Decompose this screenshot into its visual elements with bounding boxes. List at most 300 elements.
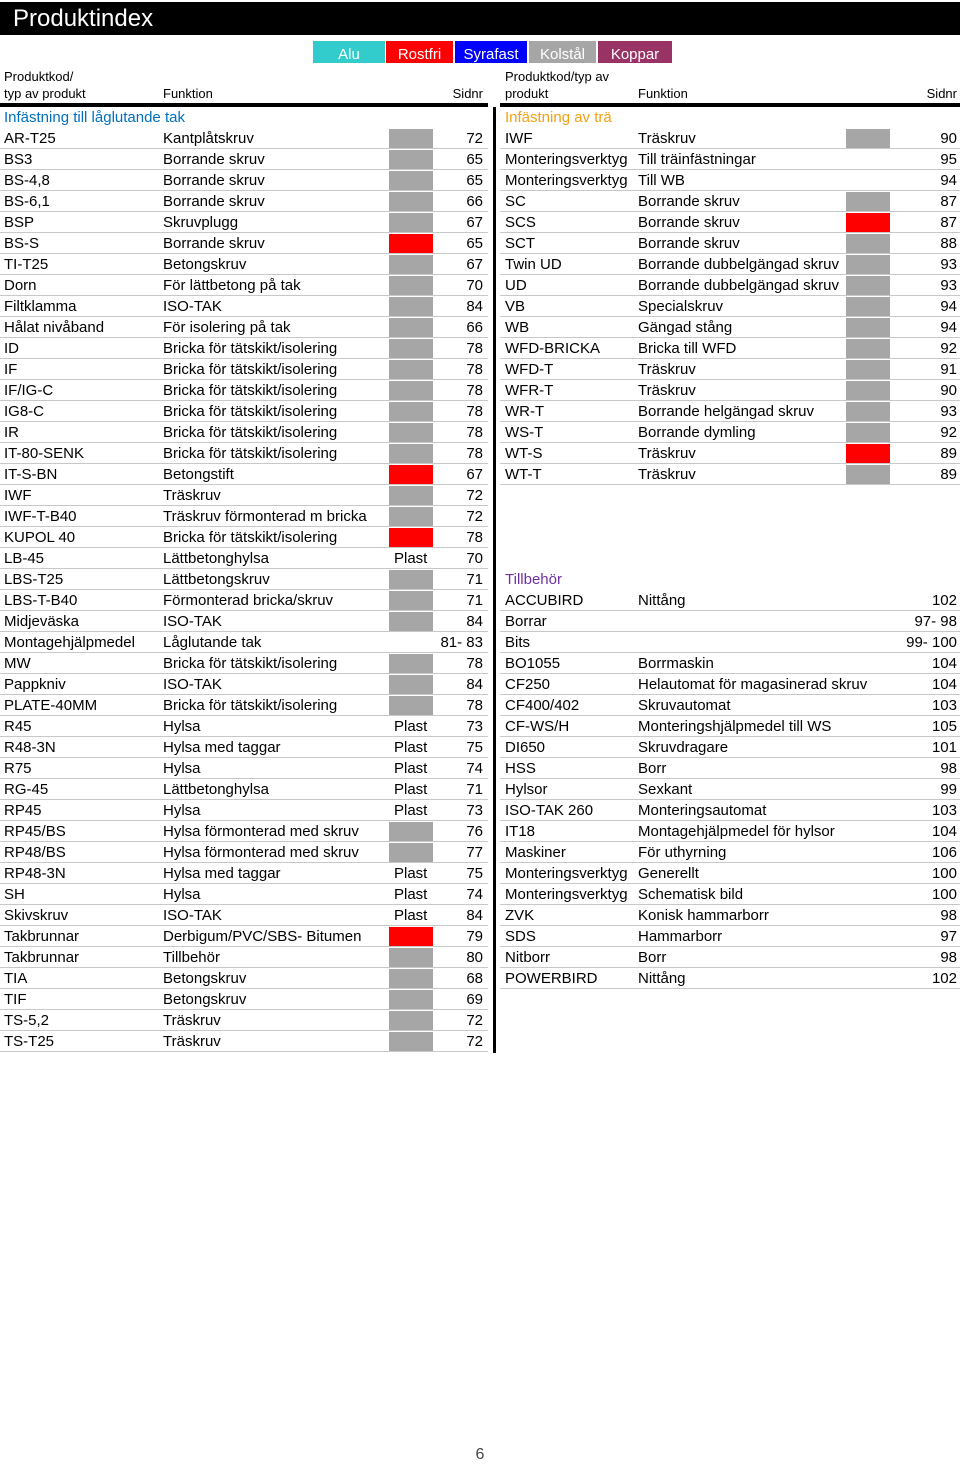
product-function: Borrande skruv — [163, 172, 265, 189]
table-row — [0, 800, 488, 821]
material-label: Plast — [394, 907, 428, 924]
product-function: Lättbetonghylsa — [163, 781, 269, 798]
product-function: Hylsa förmonterad med skruv — [163, 844, 359, 861]
material-swatch — [846, 276, 890, 295]
product-function: ISO-TAK — [163, 907, 222, 924]
product-function: Borrande skruv — [163, 193, 265, 210]
table-row — [0, 590, 488, 611]
product-code: DI650 — [505, 739, 546, 756]
table-row — [500, 968, 960, 989]
table-row — [0, 947, 488, 968]
page-ref: 72 — [466, 1012, 483, 1029]
product-function: Schematisk bild — [638, 886, 744, 903]
product-code: RP48-3N — [4, 865, 66, 882]
product-function: För lättbetong på tak — [163, 277, 301, 294]
page-ref: 70 — [466, 550, 483, 567]
material-swatch — [389, 423, 433, 442]
table-row — [0, 989, 488, 1010]
table-row — [500, 191, 960, 212]
page-ref: 84 — [466, 907, 483, 924]
page-ref: 65 — [466, 235, 483, 252]
page-ref: 92 — [940, 340, 957, 357]
product-code: IWF — [505, 130, 533, 147]
product-function: Träskruv — [638, 466, 696, 483]
page-ref: 70 — [466, 277, 483, 294]
product-function: Hylsa — [163, 802, 201, 819]
product-code: IT-S-BN — [4, 466, 58, 483]
page-ref: 71 — [466, 592, 483, 609]
table-row — [0, 758, 488, 779]
material-swatch — [389, 276, 433, 295]
material-swatch — [389, 843, 433, 862]
product-function: Betongskruv — [163, 970, 247, 987]
product-function: Låglutande tak — [163, 634, 262, 651]
table-row — [0, 716, 488, 737]
product-code: Dorn — [4, 277, 37, 294]
right-header-function: Funktion — [638, 86, 688, 101]
page-ref: 67 — [466, 466, 483, 483]
product-code: Nitborr — [505, 949, 551, 966]
table-row — [0, 422, 488, 443]
product-code: Montagehjälpmedel — [4, 634, 135, 651]
material-swatch — [389, 402, 433, 421]
material-label: Plast — [394, 550, 428, 567]
material-swatch — [846, 381, 890, 400]
page-ref: 101 — [931, 739, 957, 756]
product-code: Takbrunnar — [4, 928, 80, 945]
material-swatch — [846, 297, 890, 316]
product-function: Bricka för tätskikt/isolering — [163, 424, 338, 441]
table-row — [0, 1010, 488, 1031]
product-code: TI-T25 — [4, 256, 49, 273]
product-function: Träskruv — [638, 361, 696, 378]
page-ref: 78 — [466, 445, 483, 462]
page-ref: 66 — [466, 193, 483, 210]
page-ref: 94 — [940, 319, 957, 336]
product-code: IF — [4, 361, 18, 378]
page-ref: 97 — [940, 928, 957, 945]
product-function: Till träinfästningar — [638, 151, 756, 168]
page-ref: 84 — [466, 298, 483, 315]
page-ref: 81- 83 — [440, 634, 483, 651]
product-code: Hylsor — [505, 781, 548, 798]
material-swatch — [389, 213, 433, 232]
table-row — [0, 548, 488, 569]
table-row — [500, 695, 960, 716]
table-row — [0, 905, 488, 926]
table-row — [500, 884, 960, 905]
column-divider — [493, 107, 496, 1053]
product-code: MW — [4, 655, 31, 672]
page-ref: 103 — [931, 697, 957, 714]
table-row — [500, 674, 960, 695]
table-row — [500, 128, 960, 149]
table-row — [500, 443, 960, 464]
product-code: Monteringsverktyg — [505, 886, 628, 903]
material-swatch — [389, 654, 433, 673]
material-swatch — [846, 339, 890, 358]
left-header-code — [4, 68, 86, 102]
page-ref: 89 — [940, 445, 957, 462]
material-swatch — [846, 444, 890, 463]
page-ref: 104 — [931, 676, 957, 693]
product-function: Gängad stång — [638, 319, 733, 336]
title-bar — [0, 2, 960, 35]
table-row — [500, 758, 960, 779]
table-row — [500, 359, 960, 380]
table-row — [500, 716, 960, 737]
product-code: Pappkniv — [4, 676, 66, 693]
table-row — [0, 464, 488, 485]
material-swatch — [389, 822, 433, 841]
material-swatch — [389, 465, 433, 484]
product-function: Bricka för tätskikt/isolering — [163, 361, 338, 378]
product-function: Bricka för tätskikt/isolering — [163, 655, 338, 672]
product-function: Konisk hammarborr — [638, 907, 769, 924]
product-function: Skruvautomat — [638, 697, 731, 714]
table-row — [0, 443, 488, 464]
product-code: VB — [505, 298, 526, 315]
product-code: Monteringsverktyg — [505, 151, 628, 168]
page-ref: 104 — [931, 655, 957, 672]
table-row — [0, 149, 488, 170]
product-code: ACCUBIRD — [505, 592, 584, 609]
material-swatch — [846, 213, 890, 232]
product-code: ZVK — [505, 907, 535, 924]
product-function: Nittång — [638, 970, 686, 987]
product-function: Betongstift — [163, 466, 234, 483]
product-function: Betongskruv — [163, 256, 247, 273]
product-code: WFD-BRICKA — [505, 340, 600, 357]
table-row — [500, 653, 960, 674]
legend-rostfri-swatch: Rostfri — [386, 41, 453, 63]
product-code: TIF — [4, 991, 27, 1008]
product-function: Bricka för tätskikt/isolering — [163, 382, 338, 399]
product-function: ISO-TAK — [163, 613, 222, 630]
product-function: Montagehjälpmedel för hylsor — [638, 823, 835, 840]
material-swatch — [846, 255, 890, 274]
page-ref: 78 — [466, 697, 483, 714]
page-ref: 104 — [931, 823, 957, 840]
material-swatch — [389, 948, 433, 967]
product-function: För uthyrning — [638, 844, 727, 861]
page-ref: 72 — [466, 508, 483, 525]
product-function: Nittång — [638, 592, 686, 609]
page-ref: 67 — [466, 214, 483, 231]
material-swatch — [389, 612, 433, 631]
product-code: PLATE-40MM — [4, 697, 98, 714]
product-function: Bricka för tätskikt/isolering — [163, 529, 338, 546]
product-code: WT-T — [505, 466, 542, 483]
material-swatch — [846, 402, 890, 421]
legend-kolstål-swatch: Kolstål — [529, 41, 596, 63]
product-code: RP45/BS — [4, 823, 66, 840]
product-code: Bits — [505, 634, 531, 651]
page-ref: 78 — [466, 424, 483, 441]
right-section-title: Infästning av trä — [505, 109, 612, 126]
product-code: TIA — [4, 970, 28, 987]
product-function: Hylsa med taggar — [163, 739, 281, 756]
product-function: ISO-TAK — [163, 676, 222, 693]
product-code: BSP — [4, 214, 35, 231]
table-row — [500, 380, 960, 401]
page-ref: 71 — [466, 781, 483, 798]
product-code: WFR-T — [505, 382, 554, 399]
page-ref: 78 — [466, 655, 483, 672]
material-swatch — [389, 255, 433, 274]
product-function: Träskruv förmonterad m bricka — [163, 508, 367, 525]
product-function: Träskruv — [638, 382, 696, 399]
material-swatch — [389, 381, 433, 400]
left-header-function: Funktion — [163, 86, 213, 101]
table-row — [500, 296, 960, 317]
material-swatch — [389, 696, 433, 715]
material-swatch — [389, 528, 433, 547]
material-swatch — [846, 192, 890, 211]
material-swatch — [389, 591, 433, 610]
material-swatch — [846, 465, 890, 484]
page-ref: 102 — [931, 592, 957, 609]
table-row — [0, 401, 488, 422]
page-ref: 89 — [940, 466, 957, 483]
table-row — [0, 170, 488, 191]
page-ref: 97- 98 — [914, 613, 957, 630]
product-code: Midjeväska — [4, 613, 80, 630]
material-label: Plast — [394, 760, 428, 777]
product-function: Hylsa — [163, 886, 201, 903]
product-code: Skivskruv — [4, 907, 69, 924]
material-label: Plast — [394, 802, 428, 819]
page-ref: 91 — [940, 361, 957, 378]
product-code: UD — [505, 277, 527, 294]
page-ref: 65 — [466, 151, 483, 168]
page-ref: 66 — [466, 319, 483, 336]
product-code: WR-T — [505, 403, 545, 420]
product-function: Träskruv — [163, 1033, 221, 1050]
table-row — [500, 401, 960, 422]
page-ref: 94 — [940, 298, 957, 315]
product-function: Monteringsautomat — [638, 802, 767, 819]
product-code: RP45 — [4, 802, 42, 819]
product-code: Twin UD — [505, 256, 562, 273]
page-ref: 95 — [940, 151, 957, 168]
material-swatch — [846, 318, 890, 337]
material-label: Plast — [394, 886, 428, 903]
product-code: RP48/BS — [4, 844, 66, 861]
product-function: Borrande helgängad skruv — [638, 403, 814, 420]
page-ref: 79 — [466, 928, 483, 945]
material-swatch — [846, 360, 890, 379]
product-code: SH — [4, 886, 25, 903]
table-row — [0, 779, 488, 800]
product-code: LBS-T25 — [4, 571, 64, 588]
table-row — [0, 380, 488, 401]
product-function: Borr — [638, 760, 667, 777]
product-function: Bricka till WFD — [638, 340, 737, 357]
table-row — [0, 884, 488, 905]
product-code: IWF — [4, 487, 32, 504]
table-row — [0, 317, 488, 338]
page-ref: 74 — [466, 760, 483, 777]
product-function: Hylsa förmonterad med skruv — [163, 823, 359, 840]
page-title: Produktindex — [13, 5, 154, 32]
product-code: R45 — [4, 718, 32, 735]
product-function: Derbigum/PVC/SBS- Bitumen — [163, 928, 362, 945]
product-function: Monteringshjälpmedel till WS — [638, 718, 832, 735]
product-function: Träskruv — [163, 1012, 221, 1029]
table-row — [500, 611, 960, 632]
product-code: KUPOL 40 — [4, 529, 76, 546]
page-ref: 78 — [466, 529, 483, 546]
page-ref: 105 — [931, 718, 957, 735]
product-code: TS-T25 — [4, 1033, 55, 1050]
page-ref: 84 — [466, 613, 483, 630]
table-row — [0, 863, 488, 884]
product-function: Borrande dubbelgängad skruv — [638, 277, 839, 294]
page-number: 6 — [475, 1446, 485, 1463]
legend-koppar-swatch: Koppar — [598, 41, 672, 63]
table-row — [500, 947, 960, 968]
product-code: WB — [505, 319, 530, 336]
product-function: Betongskruv — [163, 991, 247, 1008]
table-row — [500, 212, 960, 233]
page-ref: 87 — [940, 214, 957, 231]
table-row — [0, 821, 488, 842]
product-function: Till WB — [638, 172, 685, 189]
product-function: Skruvdragare — [638, 739, 729, 756]
material-swatch — [389, 1011, 433, 1030]
product-function: Kantplåtskruv — [163, 130, 254, 147]
product-function: Lättbetonghylsa — [163, 550, 269, 567]
table-row — [0, 191, 488, 212]
table-row — [0, 611, 488, 632]
material-swatch — [389, 234, 433, 253]
material-swatch — [389, 297, 433, 316]
page-ref: 93 — [940, 256, 957, 273]
page-ref: 80 — [466, 949, 483, 966]
legend-syrafast-swatch: Syrafast — [455, 41, 527, 63]
table-row — [0, 254, 488, 275]
table-row — [0, 842, 488, 863]
table-row — [0, 695, 488, 716]
product-code: CF400/402 — [505, 697, 580, 714]
page-ref: 93 — [940, 403, 957, 420]
product-code: R75 — [4, 760, 32, 777]
product-function: Borrande skruv — [163, 151, 265, 168]
material-label: Plast — [394, 781, 428, 798]
material-swatch — [389, 444, 433, 463]
table-row — [500, 926, 960, 947]
page-ref: 99- 100 — [906, 634, 957, 651]
table-row — [0, 674, 488, 695]
product-code: CF250 — [505, 676, 551, 693]
table-row — [500, 464, 960, 485]
table-row — [0, 632, 488, 653]
material-swatch — [846, 234, 890, 253]
page-ref: 78 — [466, 403, 483, 420]
product-function: Träskruv — [638, 445, 696, 462]
legend-alu-swatch: Alu — [313, 41, 385, 63]
product-code: IT-80-SENK — [4, 445, 85, 462]
page-ref: 67 — [466, 256, 483, 273]
table-row — [0, 527, 488, 548]
material-swatch — [389, 507, 433, 526]
product-code: WFD-T — [505, 361, 554, 378]
table-row — [500, 632, 960, 653]
product-function: Borr — [638, 949, 667, 966]
page-ref: 98 — [940, 949, 957, 966]
product-code: BO1055 — [505, 655, 561, 672]
page-ref: 69 — [466, 991, 483, 1008]
page-ref: 102 — [931, 970, 957, 987]
product-function: Sexkant — [638, 781, 693, 798]
material-swatch — [389, 486, 433, 505]
product-function: Borrande dubbelgängad skruv — [638, 256, 839, 273]
left-header-code-line1: Produktkod/ — [4, 69, 74, 84]
product-function: Borrande skruv — [163, 235, 265, 252]
product-code: WT-S — [505, 445, 543, 462]
table-row — [0, 968, 488, 989]
material-label: Plast — [394, 718, 428, 735]
right-header-code — [505, 68, 609, 102]
table-row — [500, 338, 960, 359]
table-row — [0, 212, 488, 233]
right-header-page: Sidnr — [926, 86, 957, 101]
page-ref: 98 — [940, 760, 957, 777]
right-header-code-line1: Produktkod/typ av — [505, 69, 610, 84]
page-ref: 78 — [466, 340, 483, 357]
page-ref: 106 — [931, 844, 957, 861]
product-code: HSS — [505, 760, 536, 777]
product-code: WS-T — [505, 424, 544, 441]
material-swatch — [389, 318, 433, 337]
material-swatch — [389, 150, 433, 169]
table-row — [500, 737, 960, 758]
product-code: CF-WS/H — [505, 718, 570, 735]
left-header-rule — [0, 103, 488, 107]
page-ref: 90 — [940, 130, 957, 147]
material-swatch — [846, 129, 890, 148]
left-header-code-line2: typ av produkt — [4, 86, 86, 101]
table-row — [500, 590, 960, 611]
product-function: Bricka för tätskikt/isolering — [163, 340, 338, 357]
material-swatch — [389, 927, 433, 946]
page-ref: 77 — [466, 844, 483, 861]
material-swatch — [389, 192, 433, 211]
left-section-title: Infästning till låglutande tak — [4, 109, 185, 126]
page-ref: 72 — [466, 487, 483, 504]
table-row — [0, 359, 488, 380]
table-row — [500, 422, 960, 443]
product-function: Borrmaskin — [638, 655, 714, 672]
table-row — [0, 233, 488, 254]
product-function: Bricka för tätskikt/isolering — [163, 445, 338, 462]
table-row — [500, 800, 960, 821]
material-swatch — [389, 675, 433, 694]
material-swatch — [389, 171, 433, 190]
product-code: SCT — [505, 235, 535, 252]
product-code: Borrar — [505, 613, 547, 630]
product-code: Filtklamma — [4, 298, 77, 315]
material-swatch — [389, 969, 433, 988]
page-ref: 100 — [931, 865, 957, 882]
table-row — [500, 821, 960, 842]
product-function: Borrande dymling — [638, 424, 756, 441]
page-ref: 78 — [466, 382, 483, 399]
product-function: Helautomat för magasinerad skruv — [638, 676, 868, 693]
product-function: Träskruv — [163, 487, 221, 504]
page-ref: 75 — [466, 739, 483, 756]
